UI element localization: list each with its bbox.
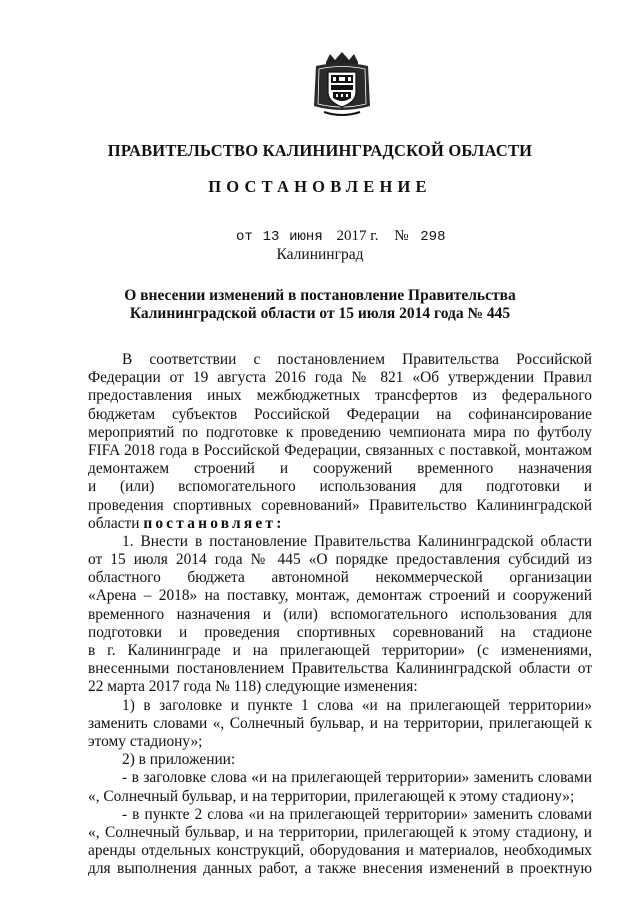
date-line: [236, 228, 445, 245]
coat-of-arms-icon: [310, 52, 374, 120]
text-line: - в пункте 2 слова «и на прилегающей территории» заменить словами: [122, 805, 592, 823]
text-line: этому стадиону»;: [88, 732, 203, 750]
organization-title: ПРАВИТЕЛЬСТВО КАЛИНИНГРАДСКОЙ ОБЛАСТИ: [107, 141, 533, 160]
date-prefix: от: [236, 229, 253, 245]
text-line: предоставления иных межбюджетных трансфертов из федерального: [88, 387, 592, 405]
document-number: 298: [420, 229, 446, 245]
text-line: аренды отдельных конструкций, оборудования и материалов, необходимых: [88, 842, 592, 860]
document-type: ПОСТАНОВЛЕНИЕ: [208, 177, 432, 196]
text-line: проведения спортивных соревнований» Правительство Калининградской: [88, 496, 592, 514]
text-line: 22 марта 2017 года № 118) следующие изменения:: [88, 678, 418, 696]
text-line: В соответствии с постановлением Правительства Российской: [122, 351, 592, 368]
text-line: «, Солнечный бульвар, и на территории, прилегающей к этому стадиону»;: [88, 787, 575, 805]
text-line: для выполнения данных работ, а также внесения изменений в проектную: [88, 860, 592, 878]
text-line: 1) в заголовке и пункте 1 слова «и на прилегающей территории»: [122, 696, 592, 714]
subject-line: О внесении изменений в постановление Правительства: [124, 287, 516, 304]
text-line: 1. Внести в постановление Правительства Калининградской области: [122, 532, 592, 550]
text-line: и (или) вспомогательного использования для подготовки и: [88, 478, 592, 496]
text-line: демонтажем строений и сооружений временного назначения: [88, 460, 592, 478]
text-line: «Арена – 2018» на поставку, монтаж, демонтаж строений и сооружений: [88, 587, 592, 605]
subject-title: [0, 287, 640, 323]
city: Калининград: [276, 246, 364, 263]
text-line: [88, 515, 592, 533]
text-line: Федерации от 19 августа 2016 года № 821 «Об утверждении Правил: [88, 369, 592, 387]
text-line: «, Солнечный бульвар, и на территории, прилегающей к этому стадиону, и: [88, 823, 592, 841]
text-line: заменить словами «, Солнечный бульвар, и на территории, прилегающей к: [88, 714, 592, 732]
text-fragment: области: [88, 514, 140, 532]
text-line: - в заголовке слова «и на прилегающей территории» заменить словами: [122, 769, 592, 787]
text-line: внесенными постановлением Правительства Калининградской области от: [88, 660, 592, 678]
subject-line: Калининградской области от 15 июля 2014 года № 445: [129, 305, 511, 322]
text-line: мероприятий по подготовке к проведению чемпионата мира по футболу: [88, 423, 592, 441]
text-line: в г. Калининграде и на прилегающей территории» (с изменениями,: [88, 642, 592, 659]
text-line: FIFA 2018 года в Российской Федерации, связанных с поставкой, монтажом: [88, 441, 592, 459]
date-day: 13: [262, 229, 280, 245]
text-line: областного бюджета автономной некоммерческой организации: [88, 569, 592, 587]
text-line: подготовки и проведения спортивных соревнований на стадионе: [88, 623, 592, 641]
date-month: июня: [289, 229, 323, 245]
date-year: 2017 г.: [336, 228, 379, 244]
document-body: [88, 351, 592, 878]
number-sign: №: [394, 228, 409, 244]
text-line: 2) в приложении:: [122, 751, 236, 769]
text-line: бюджетам субъектов Российской Федерации на софинансирование: [88, 405, 592, 423]
text-line: временного назначения и (или) вспомогательного использования для: [88, 605, 592, 623]
text-line: от 15 июля 2014 года № 445 «О порядке предоставления субсидий из: [88, 551, 592, 569]
resolves-word: постановляет:: [143, 514, 285, 532]
